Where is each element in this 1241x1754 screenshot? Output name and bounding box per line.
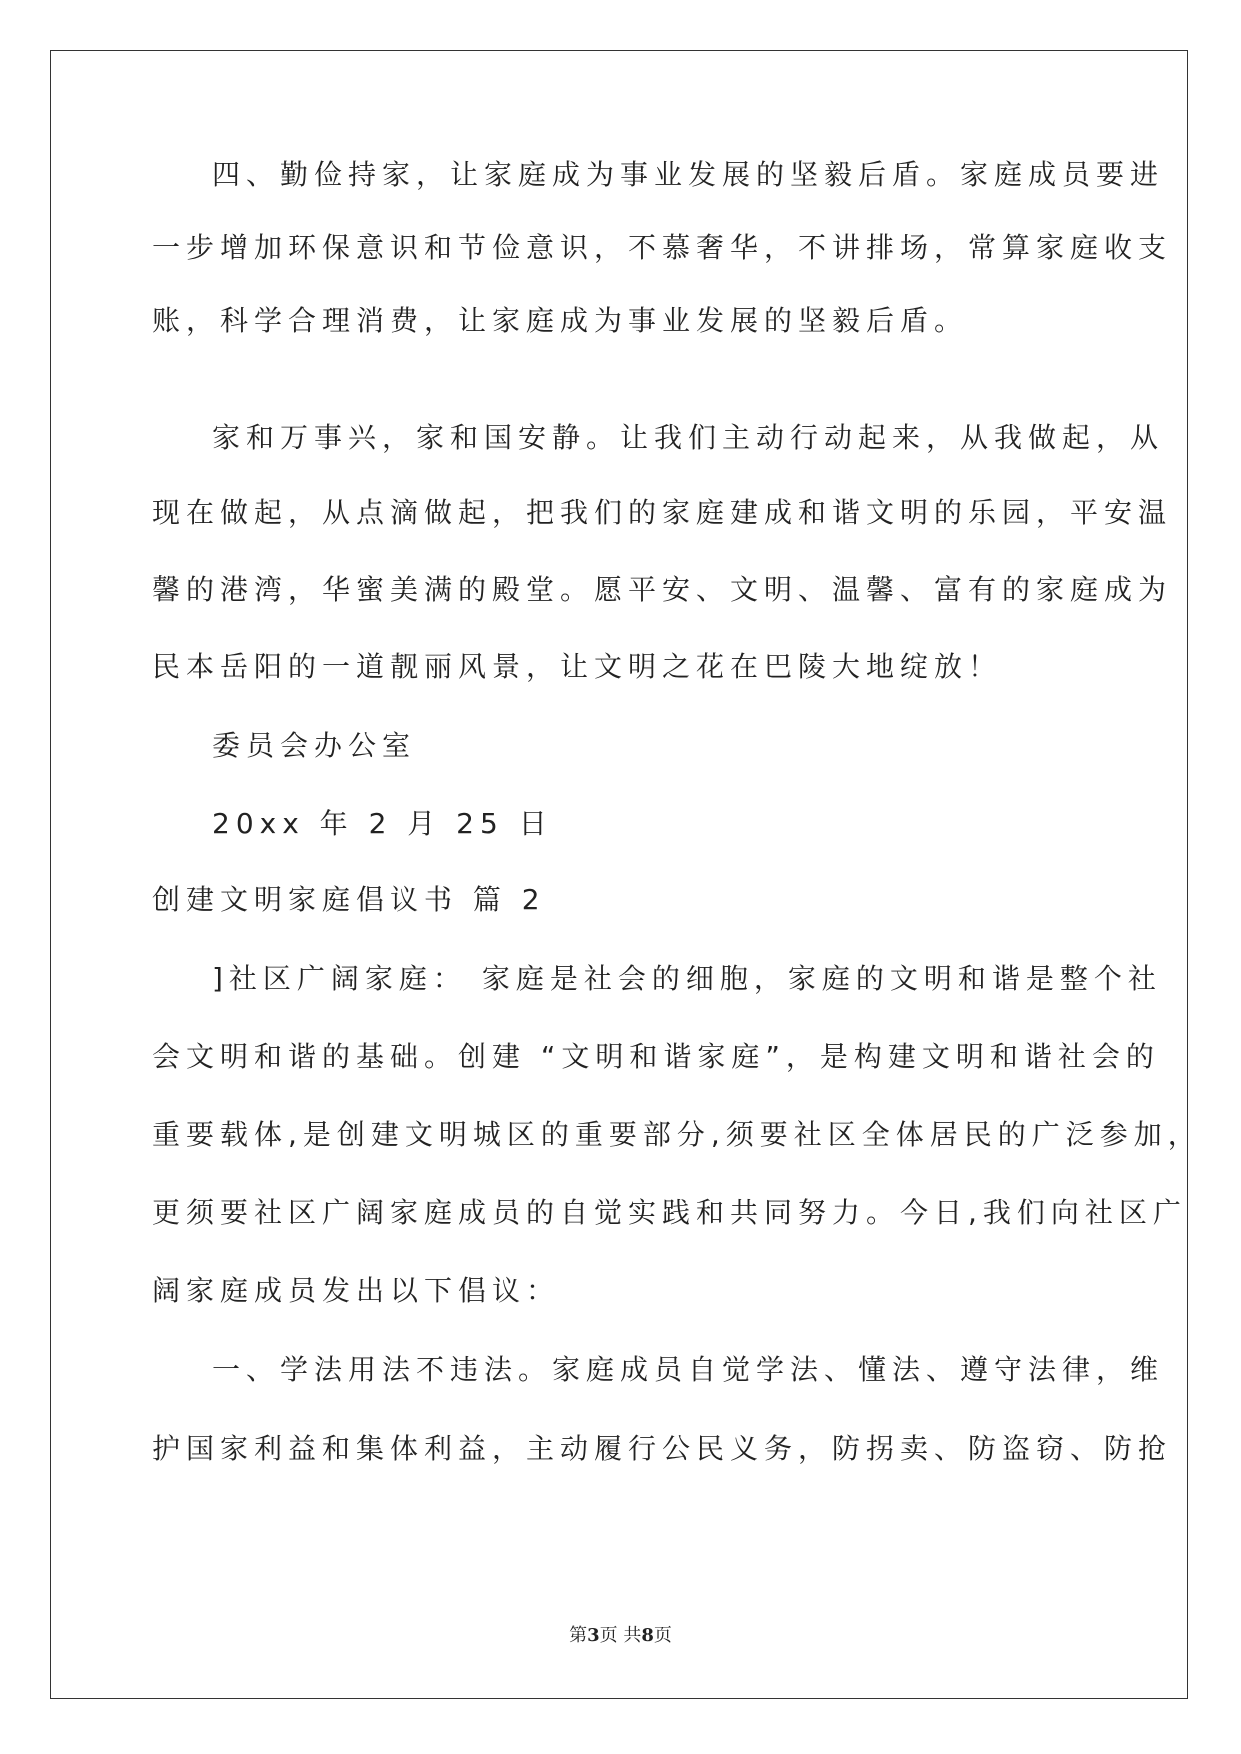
- current-page-number: 3: [587, 1625, 600, 1646]
- total-page-number: 8: [641, 1625, 654, 1646]
- paragraph-line: 阔家庭成员发出以下倡议：: [152, 1274, 561, 1307]
- paragraph-line: 护国家利益和集体利益，主动履行公民义务，防拐卖、防盗窃、防抢: [152, 1432, 1173, 1465]
- signature-org: 委员会办公室: [212, 729, 417, 762]
- section-heading: 创建文明家庭倡议书 篇 2: [152, 883, 546, 916]
- page-footer: [0, 1621, 1241, 1647]
- paragraph-line: 一步增加环保意识和节俭意识，不慕奢华，不讲排场，常算家庭收支: [152, 231, 1173, 264]
- paragraph-line: 账，科学合理消费，让家庭成为事业发展的坚毅后盾。: [152, 304, 969, 337]
- footer-suffix: 页: [653, 1625, 672, 1646]
- paragraph-line: 民本岳阳的一道靓丽风景，让文明之花在巴陵大地绽放！: [152, 650, 1003, 683]
- paragraph-line: 一、学法用法不违法。家庭成员自觉学法、懂法、遵守法律，维: [212, 1353, 1165, 1386]
- footer-mid: 页 共: [599, 1625, 642, 1646]
- paragraph-line: 四、勤俭持家，让家庭成为事业发展的坚毅后盾。家庭成员要进: [212, 158, 1165, 191]
- paragraph-line: 更须要社区广阔家庭成员的自觉实践和共同努力。今日,我们向社区广: [152, 1196, 1187, 1229]
- paragraph-line: 家和万事兴，家和国安静。让我们主动行动起来，从我做起，从: [212, 421, 1165, 454]
- paragraph-line: 重要载体,是创建文明城区的重要部分,须要社区全体居民的广泛参加，: [152, 1118, 1202, 1151]
- paragraph-line: 会文明和谐的基础。创建 “文明和谐家庭”，是构建文明和谐社会的: [152, 1040, 1160, 1073]
- footer-prefix: 第: [569, 1625, 588, 1646]
- paragraph-line: 现在做起，从点滴做起，把我们的家庭建成和谐文明的乐园，平安温: [152, 496, 1173, 529]
- paragraph-line: ]社区广阔家庭： 家庭是社会的细胞，家庭的文明和谐是整个社: [212, 962, 1162, 995]
- signature-date: 20xx 年 2 月 25 日: [212, 807, 553, 840]
- paragraph-line: 馨的港湾，华蜜美满的殿堂。愿平安、文明、温馨、富有的家庭成为: [152, 573, 1173, 606]
